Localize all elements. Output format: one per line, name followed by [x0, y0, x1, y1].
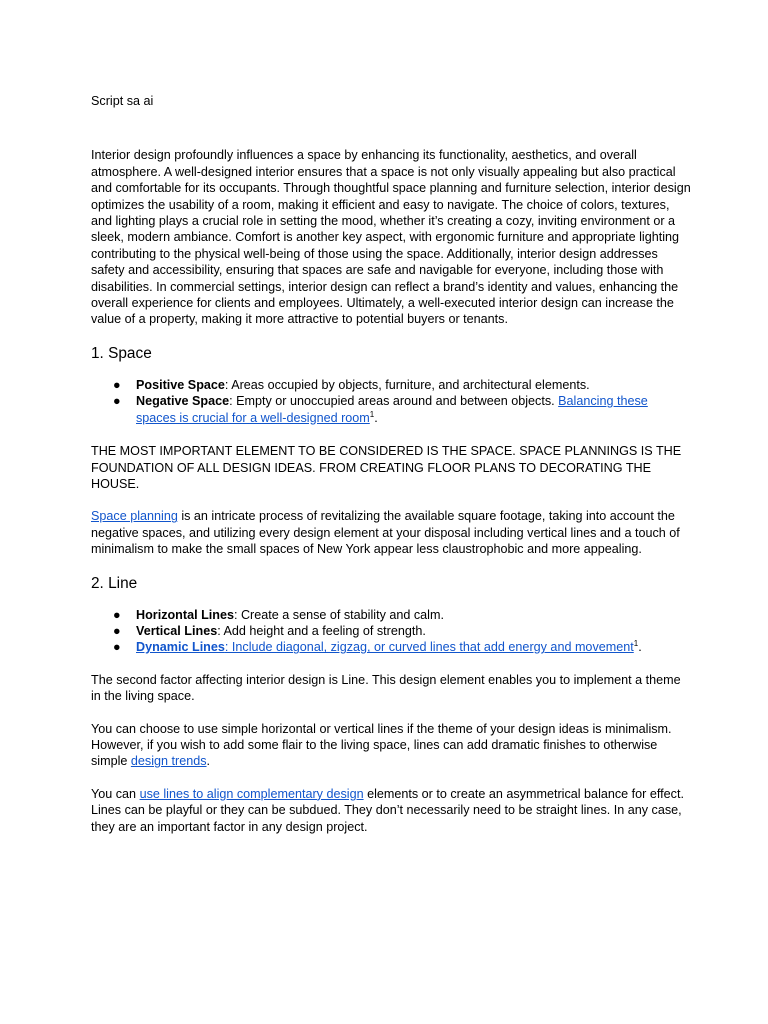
- space-planning-paragraph: [91, 508, 691, 557]
- design-trends-link[interactable]: design trends: [130, 754, 207, 769]
- space-planning-link[interactable]: Space planning: [91, 509, 178, 524]
- align-design-link[interactable]: use lines to align complementary design: [139, 786, 364, 801]
- list-item-negative-space: [91, 393, 691, 426]
- sentence-end: .: [206, 754, 211, 769]
- line-paragraph-2: [91, 721, 691, 770]
- line-paragraph-3-text: elements or to create an asymmetrical balance for effect. Lines can be playful or they can be subdued. They don’t necessarily need to be straight lines. In any case, they are an important factor in any design project.: [91, 786, 684, 834]
- definition-horizontal-lines: : Create a sense of stability and calm.: [233, 607, 444, 622]
- list-item-dynamic-lines: [91, 639, 691, 655]
- definition-negative-space: : Empty or unoccupied areas around and between objects.: [229, 394, 559, 409]
- term-vertical-lines: Vertical Lines: [136, 623, 218, 638]
- line-paragraph-2-text: You can choose to use simple horizontal or vertical lines if the theme of your design ideas is minimalism. However, if you wish to add some flair to the living space, lines can add dramatic finishes to otherwise simple: [91, 721, 672, 769]
- term-negative-space: Negative Space: [136, 394, 230, 409]
- term-horizontal-lines: Horizontal Lines: [136, 607, 234, 622]
- footnote-marker: 1: [633, 639, 639, 649]
- footnote-marker: 1: [369, 409, 375, 419]
- section-heading-line: 2. Line: [91, 574, 138, 592]
- bullet-icon: ●: [113, 623, 121, 638]
- sentence-end: .: [638, 640, 642, 655]
- definition-positive-space: : Areas occupied by objects, furniture, and architectural elements.: [224, 377, 590, 392]
- section-heading-space: 1. Space: [91, 344, 152, 362]
- dynamic-lines-term-link[interactable]: Dynamic Lines: [136, 640, 225, 655]
- list-item-positive-space: [91, 377, 691, 393]
- space-bullet-list: [91, 377, 691, 426]
- list-item-horizontal-lines: [91, 607, 691, 623]
- bullet-icon: ●: [113, 377, 121, 392]
- bullet-icon: ●: [113, 394, 121, 409]
- bullet-icon: ●: [113, 607, 121, 622]
- bullet-icon: ●: [113, 640, 121, 655]
- sentence-end: .: [374, 410, 378, 425]
- dynamic-lines-link[interactable]: : Include diagonal, zigzag, or curved lines that add energy and movement: [224, 640, 634, 655]
- balancing-spaces-link[interactable]: Balancing these spaces is crucial for a well-designed room: [136, 394, 648, 425]
- line-paragraph-3-start: You can: [91, 786, 140, 801]
- line-bullet-list: [91, 607, 691, 656]
- list-item-vertical-lines: [91, 623, 691, 639]
- space-planning-text: is an intricate process of revitalizing the available square footage, taking into account the negative spaces, and utilizing every design element at your disposal including vertical lines and a touch of minimalism to make the small spaces of New York appear less claustrophobic and more appealing.: [91, 509, 680, 557]
- space-caps-paragraph: THE MOST IMPORTANT ELEMENT TO BE CONSIDERED IS THE SPACE. SPACE PLANNINGS IS THE FOUNDATION OF ALL DESIGN IDEAS. FROM CREATING FLOOR PLANS TO DECORATING THE HOUSE.: [91, 444, 682, 491]
- definition-vertical-lines: : Add height and a feeling of strength.: [217, 623, 426, 638]
- document-body: [91, 93, 691, 835]
- document-title: Script sa ai: [91, 94, 154, 108]
- line-paragraph-1: The second factor affecting interior design is Line. This design element enables you to implement a theme in the living space.: [91, 672, 681, 704]
- line-paragraph-3: [91, 786, 691, 835]
- intro-paragraph: Interior design profoundly influences a space by enhancing its functionality, aesthetics, and overall atmosphere. A well-designed interior ensures that a space is not only visually appealing but also practical and comfortable for its occupants. Through thoughtful space planning and furniture selection, interior design optimizes the usability of a room, making it efficient and easy to navigate. The choice of colors, textures, and lighting plays a crucial role in setting the mood, whether it’s creating a cozy, inviting environment or a sleek, modern ambiance. Comfort is another key aspect, with ergonomic furniture and appropriate lighting contributing to the physical well-being of those using the space. Additionally, interior design addresses safety and accessibility, ensuring that spaces are safe and navigable for everyone, including those with disabilities. In commercial settings, interior design can reflect a brand’s identity and values, enhancing the overall experience for clients and employees. Ultimately, a well-executed interior design can increase the value of a property, making it more attractive to potential buyers or tenants.: [91, 148, 691, 327]
- term-positive-space: Positive Space: [136, 377, 225, 392]
